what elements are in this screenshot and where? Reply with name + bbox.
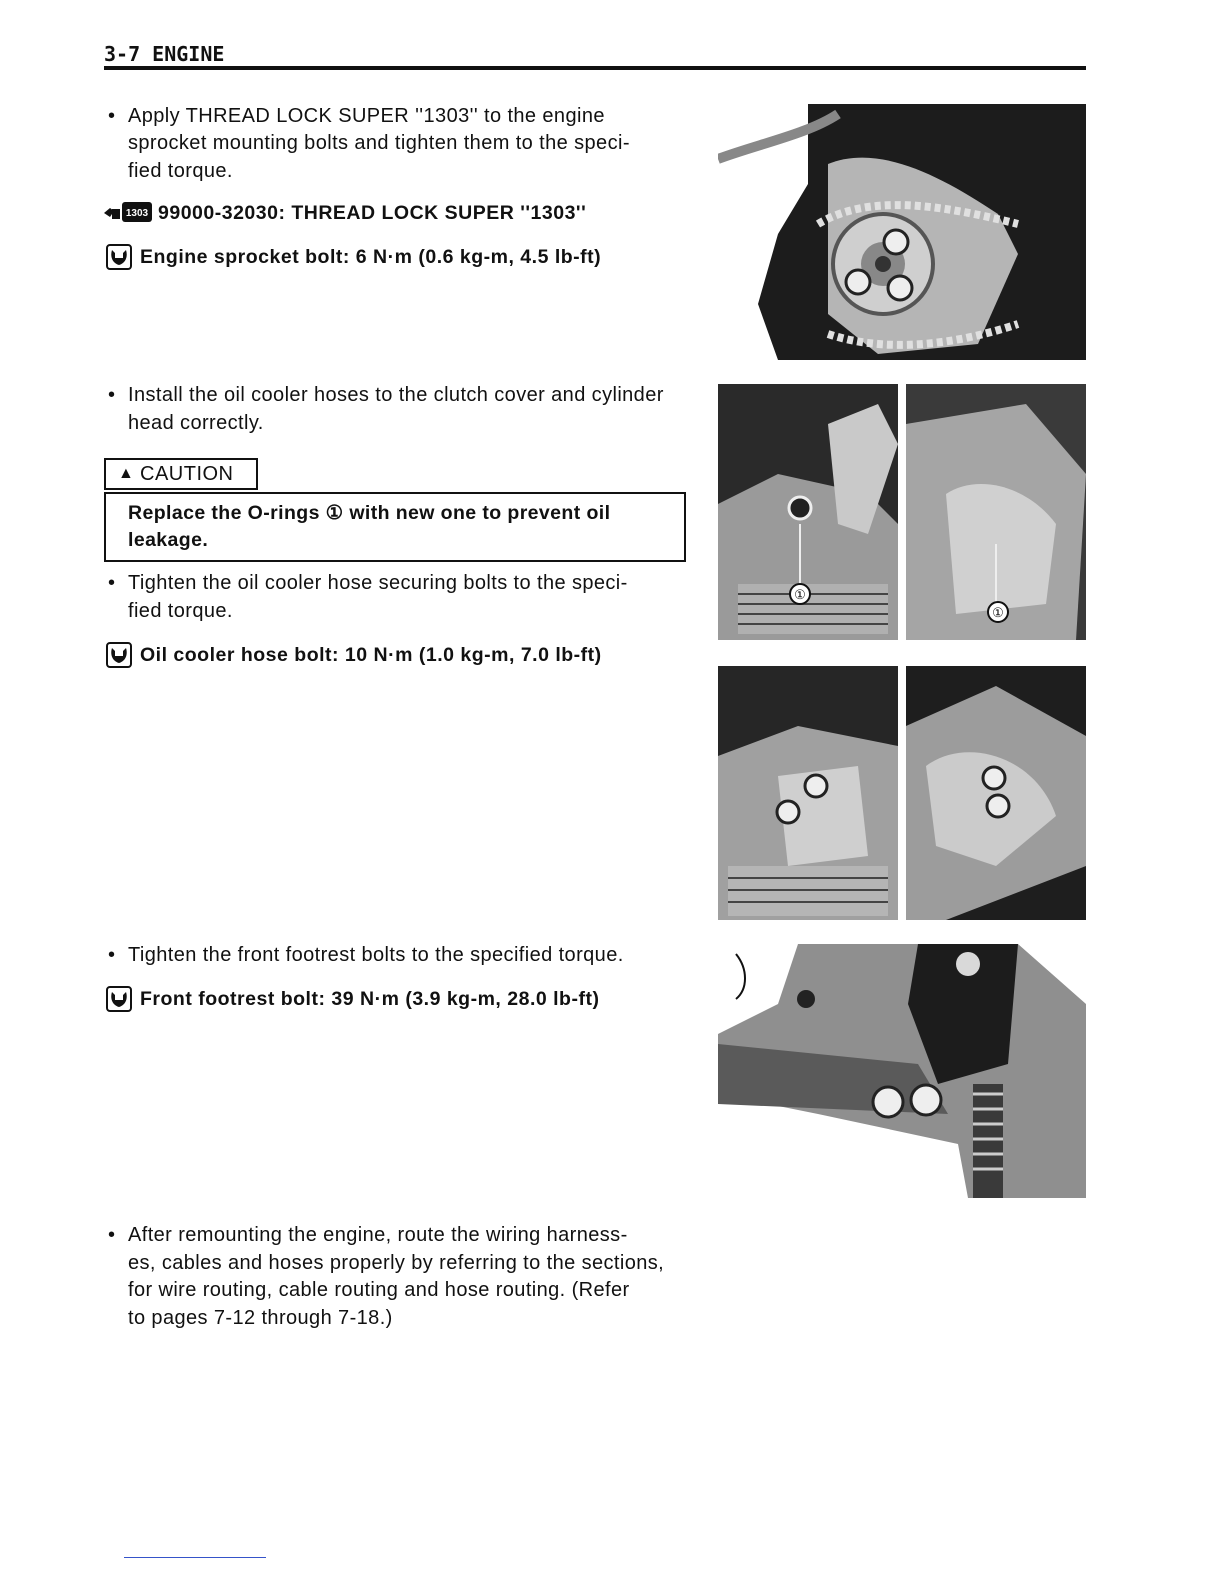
instruction-line: Tighten the front footrest bolts to the specified torque. [128,944,624,966]
torque-wrench-icon [106,244,132,270]
bullet: • [108,105,116,127]
thread-lock-spec: 99000-32030: THREAD LOCK SUPER ''1303'' [158,202,587,224]
bullet: • [108,572,116,594]
instruction-line: Apply THREAD LOCK SUPER ''1303'' to the engine [128,105,605,127]
instruction-line: fied torque. [128,160,233,182]
caution-text-line: leakage. [128,529,209,551]
bullet: • [108,944,116,966]
oil-cooler-hose-photo-right [906,384,1086,640]
bullet: • [108,384,116,406]
torque-spec: Oil cooler hose bolt: 10 N·m (1.0 kg-m, 7.0 lb-ft) [140,644,602,666]
torque-spec: Front footrest bolt: 39 N·m (3.9 kg-m, 28.0 lb-ft) [140,988,600,1010]
o-ring-callout-label: ① [992,605,1004,620]
warning-triangle-icon: ▲ [118,465,134,482]
torque-spec: Engine sprocket bolt: 6 N·m (0.6 kg-m, 4.5 lb-ft) [140,246,602,268]
o-ring-callout-label: ① [794,587,806,602]
caution-label-box [104,458,258,490]
instruction-line: es, cables and hoses properly by referring to the sections, [128,1252,665,1274]
instruction-line: Install the oil cooler hoses to the clutch cover and cylinder [128,384,664,406]
instruction-line: fied torque. [128,600,233,622]
header-rule [104,66,1086,70]
thread-lock-icon [102,199,154,225]
thread-lock-icon-label: 1303 [125,208,149,219]
caution-text-line: Replace the O-rings ① with new one to prevent oil [128,502,611,524]
footer-rule [124,1557,266,1558]
instruction-line: sprocket mounting bolts and tighten them to the speci- [128,132,630,154]
caution-label: CAUTION [140,463,234,485]
instruction-line: Tighten the oil cooler hose securing bolts to the speci- [128,572,628,594]
instruction-line: for wire routing, cable routing and hose routing. (Refer [128,1279,630,1301]
instruction-line: to pages 7-12 through 7-18.) [128,1307,393,1329]
oil-cooler-bolt-photo-right [906,666,1086,920]
engine-sprocket-photo [718,104,1086,360]
oil-cooler-bolt-photo-left [718,666,898,920]
torque-wrench-icon [106,642,132,668]
front-footrest-photo [718,944,1086,1198]
instruction-line: After remounting the engine, route the wiring harness- [128,1224,628,1246]
instruction-line: head correctly. [128,412,264,434]
bullet: • [108,1224,116,1246]
page-header-title: 3-7 ENGINE [104,42,225,66]
oil-cooler-hose-photo-left [718,384,898,640]
torque-wrench-icon [106,986,132,1012]
